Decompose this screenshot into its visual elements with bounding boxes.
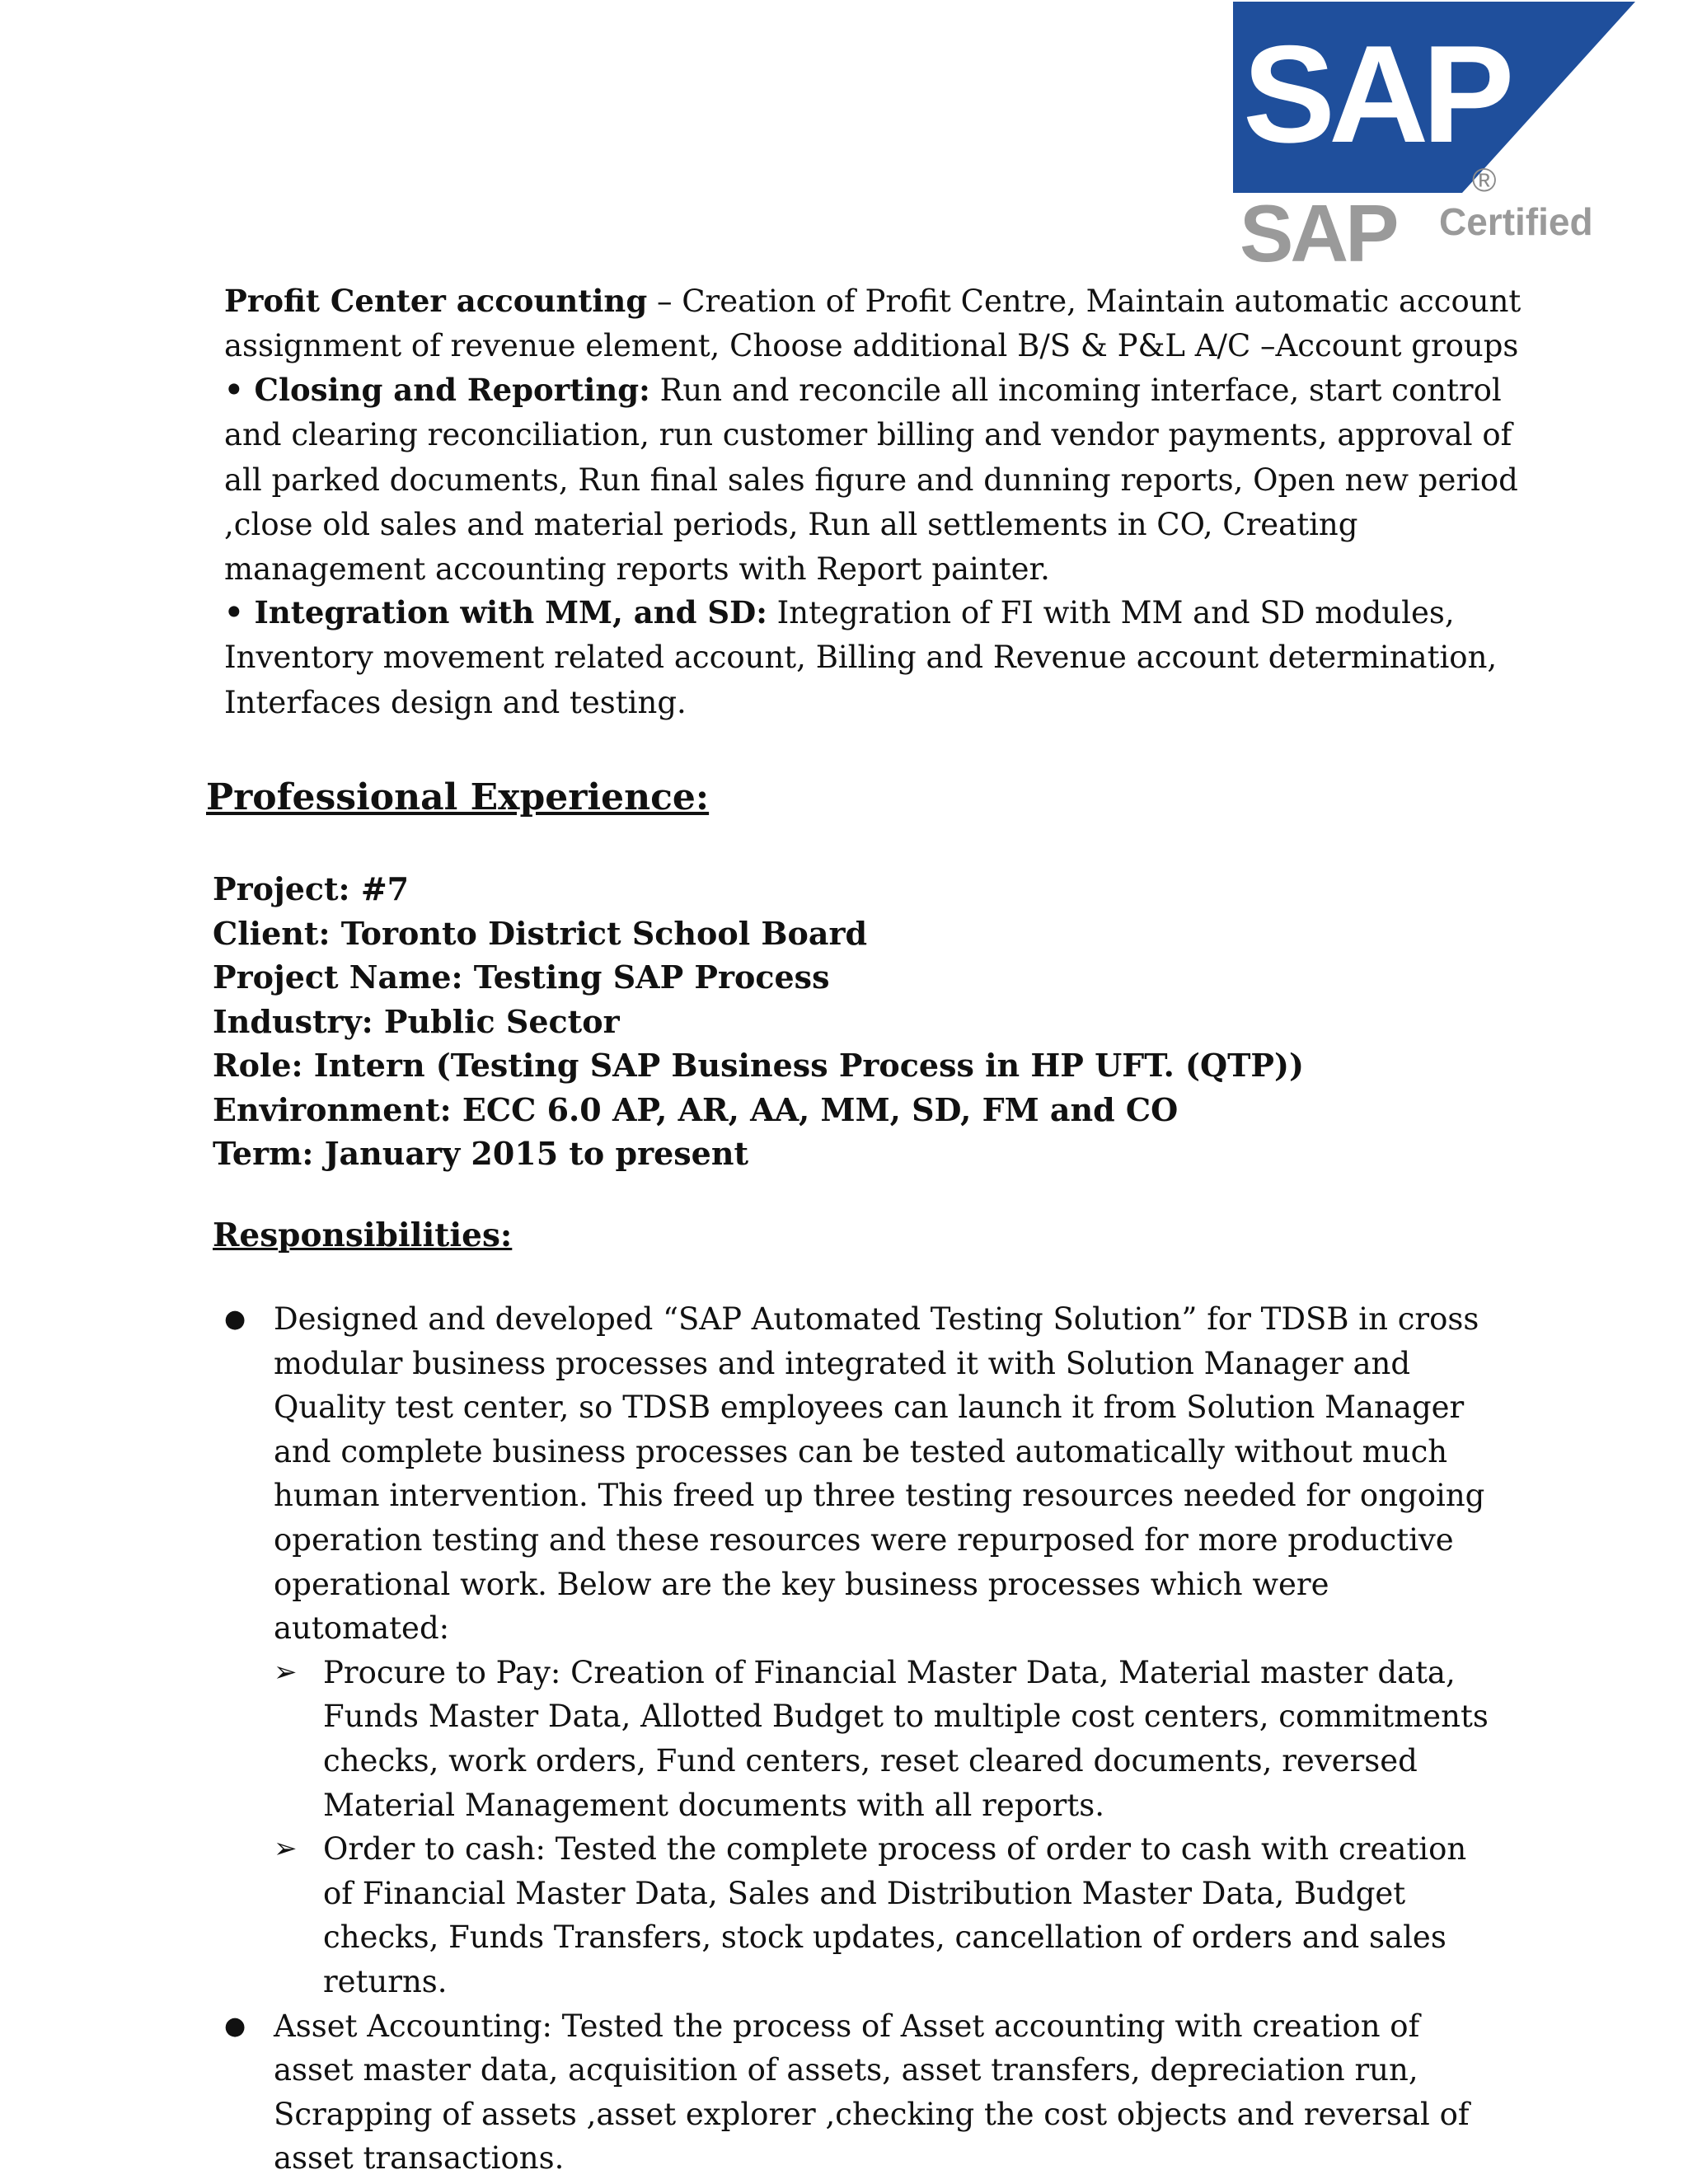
list-item-text: Designed and developed “SAP Automated Testing Solution” for TDSB in cross modular business processes and integrated it with Solution Manager and Quality test center, so TDSB employees can launch it from Solution Manager and complete business processes can be tested automatically without much human intervention. This freed up three testing resources needed for ongoing operation testing and these resources were repurposed for more productive operational work. Below are the key business processes which were automated:	[274, 1301, 1485, 1647]
skill-closing-reporting: • Closing and Reporting: Run and reconcile all incoming interface, start control and clearing reconciliation, run customer billing and vendor payments, approval of all parked documents, Run final sales figure and dunning reports, Open new period ,close old sales and material periods, Run all settlements in CO, Creating management accounting reports with Report painter.	[224, 372, 1518, 588]
responsibilities-heading: Responsibilities:	[213, 1216, 513, 1254]
sap-logo-text: SAP	[1243, 16, 1508, 171]
project-role: Role: Intern (Testing SAP Business Process in HP UFT. (QTP))	[213, 1047, 1304, 1084]
sub-list-item-text: Procure to Pay: Creation of Financial Master Data, Material master data, Funds Master Data, Allotted Budget to multiple cost centers, commitments checks, work orders, Fund centers, reset cleared documents, reversed Material Management documents with all reports.	[323, 1654, 1489, 1823]
skill-text: Run and reconcile all incoming interface, start control and clearing reconciliation, run customer billing and vendor payments, approval of all parked documents, Run final sales figure and dunning reports, Open new period ,close old sales and material periods, Run all settlements in CO, Creating management accounting reports with Report painter.	[224, 373, 1518, 588]
project-name: Project Name: Testing SAP Process	[213, 958, 830, 996]
arrow-bullet-icon: ➢	[274, 1832, 298, 1866]
project-details	[213, 867, 1304, 1176]
project-industry: Industry: Public Sector	[213, 1002, 620, 1040]
sub-list-item	[0, 1827, 1688, 2004]
skill-profit-center: Profit Center accounting – Creation of Profit Centre, Maintain automatic account assignment of revenue element, Choose additional B/S & P&L A/C –Account groups	[224, 283, 1522, 364]
list-item	[0, 2004, 1688, 2181]
skill-title: Closing and Reporting:	[254, 372, 650, 408]
arrow-bullet-icon: ➢	[274, 1655, 298, 1689]
sap-certified-brand: SAP	[1240, 188, 1396, 274]
certified-label: Certified	[1439, 200, 1593, 243]
project-number: Project: #7	[213, 870, 410, 907]
project-client: Client: Toronto District School Board	[213, 914, 868, 952]
professional-experience-heading: Professional Experience:	[206, 776, 710, 818]
bullet-icon: ●	[224, 2011, 246, 2041]
responsibilities-list	[0, 1297, 1688, 2181]
skill-text: Creation of Profit Centre, Maintain automatic account assignment of revenue element, Choose additional B/S & P&L A/C –Account groups	[224, 284, 1522, 364]
list-item-text: Asset Accounting: Tested the process of Asset accounting with creation of asset master data, acquisition of assets, asset transfers, depreciation run, Scrapping of assets ,asset explorer ,checking the cost objects and reversal of asset transactions.	[274, 2008, 1470, 2177]
project-environment: Environment: ECC 6.0 AP, AR, AA, MM, SD, FM and CO	[213, 1090, 1179, 1128]
list-item	[0, 1297, 1688, 1651]
skill-title: Profit Center accounting	[224, 283, 648, 319]
sap-certified-logo	[1233, 2, 1637, 274]
sub-list-item-text: Order to cash: Tested the complete process of order to cash with creation of Financial Master Data, Sales and Distribution Master Data, Budget checks, Funds Transfers, stock updates, cancellation of orders and sales returns.	[323, 1831, 1467, 1999]
skill-integration: • Integration with MM, and SD: Integration of FI with MM and SD modules, Inventory movement related account, Billing and Revenue account determination, Interfaces design and testing.	[224, 594, 1498, 720]
project-term: Term: January 2015 to present	[213, 1135, 749, 1172]
skill-text: Integration of FI with MM and SD modules, Inventory movement related account, Billing and Revenue account determination, Interfaces design and testing.	[224, 595, 1498, 720]
registered-mark: ®	[1472, 162, 1497, 199]
skill-title: Integration with MM, and SD:	[254, 594, 767, 630]
sub-list-item	[0, 1651, 1688, 1827]
bullet-icon: ●	[224, 1305, 246, 1333]
